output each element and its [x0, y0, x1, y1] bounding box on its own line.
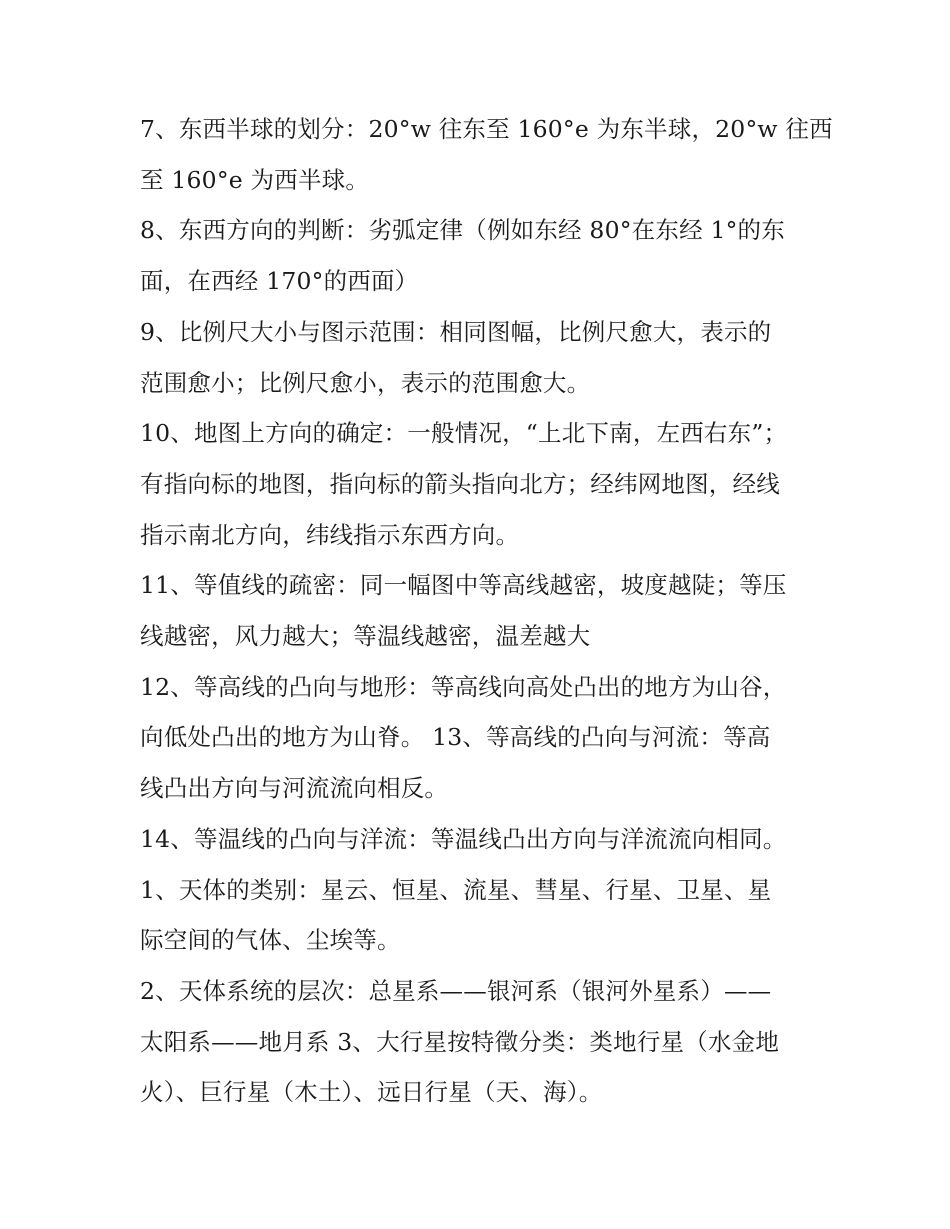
- text-line: 9、比例尺大小与图示范围：相同图幅，比例尺愈大，表示的: [140, 317, 772, 346]
- text-line: 范围愈小；比例尺愈小，表示的范围愈大。: [140, 368, 591, 397]
- paragraph-1: [140, 865, 820, 966]
- text-line: 1、天体的类别：星云、恒星、流星、彗星、行星、卫星、星: [140, 875, 772, 904]
- text-line: 至 160°e 为西半球。: [140, 165, 370, 194]
- text-line: 14、等温线的凸向与洋流：等温线凸出方向与洋流流向相同。: [140, 824, 787, 853]
- text-line: 2、天体系统的层次：总星系——银河系（银河外星系）——: [140, 976, 772, 1005]
- text-line: 线凸出方向与河流流向相反。: [140, 774, 449, 803]
- text-line: 向低处凸出的地方为山脊。 13、等高线的凸向与河流：等高: [140, 723, 771, 752]
- text-line: 际空间的气体、尘埃等。: [140, 926, 401, 955]
- paragraph-9: [140, 307, 820, 408]
- text-line: 12、等高线的凸向与地形：等高线向高处凸出的地方为山谷，: [140, 672, 787, 701]
- text-line: 10、地图上方向的确定：一般情况，“上北下南，左西右东”；: [140, 419, 788, 448]
- paragraph-11: [140, 560, 820, 661]
- text-line: 有指向标的地图，指向标的箭头指向北方；经纬网地图，经线: [140, 469, 780, 498]
- text-line: 火）、巨行星（木土）、远日行星（天、海）。: [140, 1078, 603, 1107]
- document-body: [140, 104, 833, 1118]
- paragraph-2: [140, 966, 820, 1118]
- paragraph-12: [140, 662, 820, 814]
- text-line: 11、等值线的疏密：同一幅图中等高线越密，坡度越陡；等压: [140, 571, 787, 600]
- paragraph-14: [140, 814, 820, 865]
- text-line: 7、东西半球的划分：20°w 往东至 160°e 为东半球，20°w 往西: [140, 115, 833, 143]
- text-line: 线越密，风力越大；等温线越密，温差越大: [140, 622, 591, 651]
- text-line: 指示南北方向，纬线指示东西方向。: [140, 520, 520, 549]
- text-line: 太阳系——地月系 3、大行星按特徵分类：类地行星（水金地: [140, 1027, 780, 1056]
- text-line: 8、东西方向的判断：劣弧定律（例如东经 80°在东经 1°的东: [140, 216, 785, 245]
- paragraph-8: [140, 205, 820, 306]
- paragraph-7: [140, 104, 833, 205]
- text-line: 面，在西经 170°的西面）: [140, 267, 419, 296]
- paragraph-10: [140, 408, 820, 560]
